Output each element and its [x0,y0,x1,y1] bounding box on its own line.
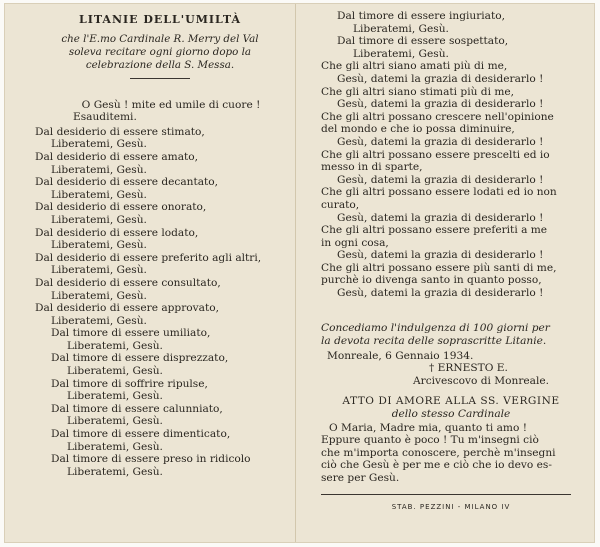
indulgence [321,322,581,348]
litany-line: Gesù, datemi la grazia di desiderarlo ! [337,211,544,224]
place-date: Monreale, 6 Gennaio 1934. [327,349,474,362]
litany-line: Liberatemi, Gesù. [51,138,147,151]
litany-line: Liberatemi, Gesù. [51,264,147,277]
litany-line: Liberatemi, Gesù. [353,22,449,35]
litany-line: Dal timore di essere preso in ridicolo [51,453,251,466]
litany-line: Gesù, datemi la grazia di desiderarlo ! [337,98,544,111]
litany-line: Dal timore di essere sospettato, [337,35,509,48]
litany-line: Dal timore di essere ingiuriato, [337,10,505,22]
atto-title: ATTO DI AMORE ALLA SS. VERGINE [342,395,560,408]
atto-subtitle: dello stesso Cardinale [391,408,511,421]
indulgence-line: Concediamo l'indulgenza di 100 giorni per [321,321,550,334]
atto-line: O Maria, Madre mia, quanto ti amo ! [329,421,527,434]
litany-line: Gesù, datemi la grazia di desiderarlo ! [337,135,544,148]
litany-line: in ogni cosa, [321,236,389,249]
litany-line: Dal timore di essere dimenticato, [51,428,231,441]
litany-line: Che gli altri siano stimati più di me, [321,85,515,98]
litany-line: del mondo e che io possa diminuire, [321,123,515,136]
subtitle-line: che l'E.mo Cardinale R. Merry del Val [61,32,259,45]
litany-line: messo in di sparte, [321,161,423,174]
left-page [35,10,285,478]
litany-line: Liberatemi, Gesù. [67,390,163,403]
atto-line: che m'importa conoscere, perchè m'insegni [321,446,556,459]
litany-list [35,126,285,479]
litany-line: Gesù, datemi la grazia di desiderarlo ! [337,249,544,262]
page-title: LITANIE DELL'UMILTÀ [78,13,242,26]
subtitle-line: soleva recitare ogni giorno dopo la [68,45,252,58]
divider [321,494,571,495]
printer-imprint: STAB. PEZZINI - MILANO IV [391,502,511,511]
litany-line: Dal desiderio di essere preferito agli altri, [35,251,262,264]
litany-line: Che gli altri possano essere preferiti a me [321,224,548,237]
litany-line: purchè io divenga santo in quanto posso, [321,274,542,287]
prayer-card [4,3,595,543]
litany-line: curato, [321,198,360,211]
litany-line: Dal desiderio di essere amato, [35,150,199,163]
litany-line: Che gli altri possano essere più santi di me, [321,261,557,274]
litany-lines-left [35,99,285,479]
litany-line: Liberatemi, Gesù. [353,47,449,60]
litany-line: Gesù, datemi la grazia di desiderarlo ! [337,173,544,186]
litany-line: Dal desiderio di essere lodato, [35,226,199,239]
litany-line: Dal timore di essere calunniato, [51,402,223,415]
litany-line: Liberatemi, Gesù. [67,339,163,352]
litany-line: Liberatemi, Gesù. [51,213,147,226]
litany-line: Dal desiderio di essere decantato, [35,176,219,189]
litany-line: Che gli altri possano essere prescelti ed io [321,148,550,161]
litany-line: Liberatemi, Gesù. [51,163,147,176]
litany-line: Liberatemi, Gesù. [67,440,163,453]
litany-line: Liberatemi, Gesù. [67,465,163,478]
litany-line: Che gli altri siano amati più di me, [321,60,508,73]
litany-line: Dal desiderio di essere stimato, [35,125,205,138]
right-page [321,10,581,513]
atto-body [321,422,581,485]
litany-line: Liberatemi, Gesù. [51,239,147,252]
litany-line: Dal desiderio di essere onorato, [35,201,207,214]
litany-line: Liberatemi, Gesù. [67,365,163,378]
card-fold [295,4,296,542]
atto-line: ciò che Gesù è per me e ciò che io devo es- [321,459,552,472]
litany-line: Che gli altri possano crescere nell'opinione [321,110,554,123]
litany-line: Dal timore di soffrire ripulse, [51,377,208,390]
atto-line: Eppure quanto è poco ! Tu m'insegni ciò [321,434,539,447]
signature-title: Arcivescovo di Monreale. [413,374,550,387]
litany-line: Liberatemi, Gesù. [51,289,147,302]
subtitle-line: celebrazione della S. Messa. [85,58,235,71]
signature-name: † ERNESTO E. [429,362,508,375]
litany-line: Gesù, datemi la grazia di desiderarlo ! [337,287,544,300]
litany-line: Che gli altri possano essere lodati ed io non [321,186,557,199]
litany-line: Dal timore di essere disprezzato, [51,352,229,365]
litany-line: Liberatemi, Gesù. [67,415,163,428]
subtitle [35,33,285,72]
litany-line: Liberatemi, Gesù. [51,314,147,327]
litany-line: Dal desiderio di essere approvato, [35,302,219,315]
litany-line: Dal timore di essere umiliato, [51,327,211,340]
invocation: O Gesù ! mite ed umile di cuore ! [81,98,261,111]
litany-line: Gesù, datemi la grazia di desiderarlo ! [337,72,544,85]
litany-list [321,10,581,300]
divider [130,78,190,79]
litany-line: Liberatemi, Gesù. [51,188,147,201]
atto-line: sere per Gesù. [321,472,400,484]
indulgence-line: la devota recita delle soprascritte Litanie. [321,334,547,347]
litany-line: Dal desiderio di essere consultato, [35,276,221,289]
response: Esauditemi. [73,111,137,124]
